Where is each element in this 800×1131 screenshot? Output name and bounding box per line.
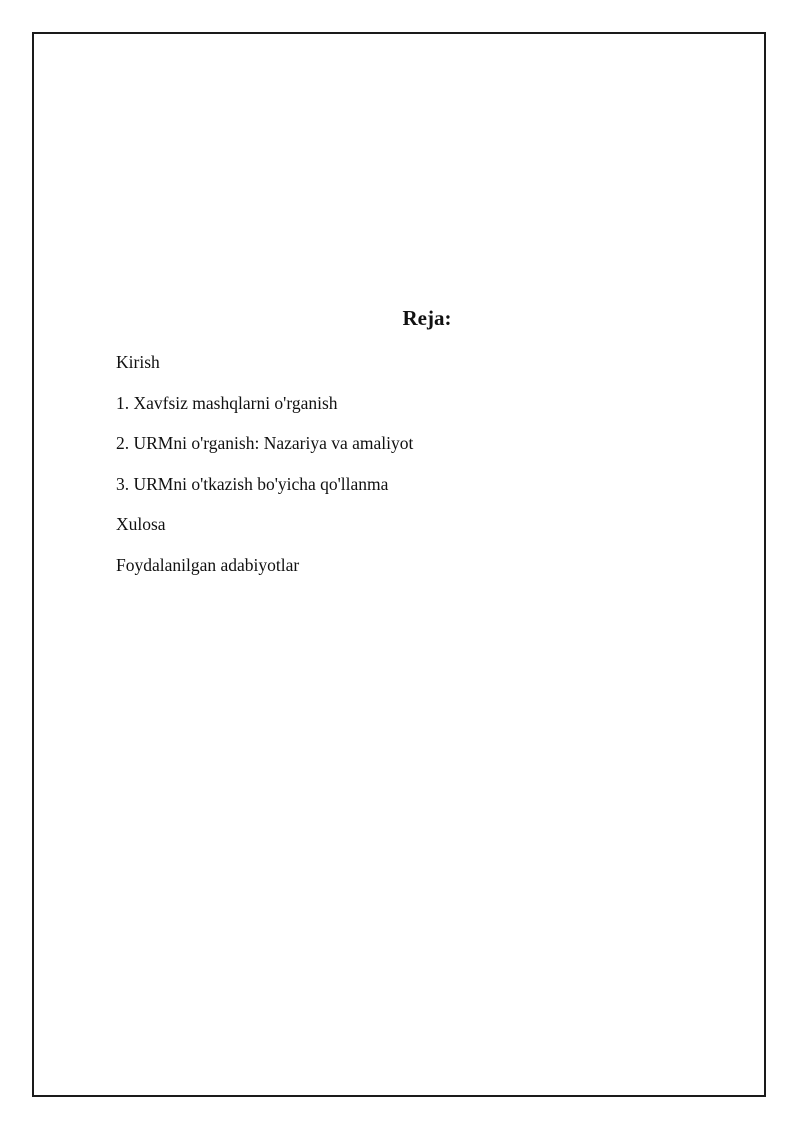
- table-of-contents: [116, 352, 413, 595]
- page-frame: [32, 32, 766, 1097]
- toc-item-1: 1. Xavfsiz mashqlarni o'rganish: [116, 392, 338, 413]
- toc-item-3: 3. URMni o'tkazish bo'yicha qo'llanma: [116, 473, 389, 494]
- toc-item-2: 2. URMni o'rganish: Nazariya va amaliyot: [116, 433, 414, 453]
- toc-item-conclusion: Xulosa: [116, 514, 166, 534]
- toc-item-references: Foydalanilgan adabiyotlar: [116, 554, 300, 575]
- page-title: Reja:: [402, 306, 452, 330]
- toc-item-introduction: Kirish: [116, 352, 160, 372]
